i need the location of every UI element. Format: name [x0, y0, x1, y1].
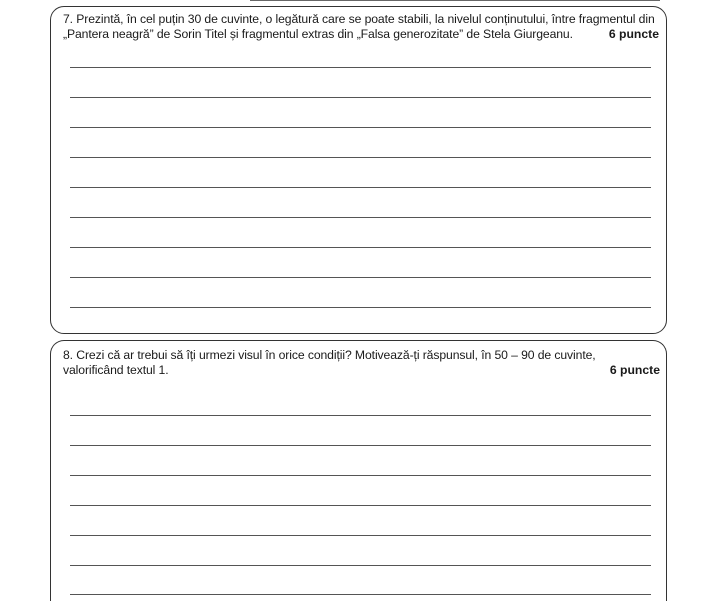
- question-7-text-line-2: „Pantera neagră” de Sorin Titel și fragmentul extras din „Falsa generozitate” de Stela Giurgeanu.: [63, 27, 573, 41]
- question-7-answer-line[interactable]: [70, 307, 651, 308]
- question-7-text-line-1: 7. Prezintă, în cel puțin 30 de cuvinte, o legătură care se poate stabili, la nivelul conținutului, între fragmentul din: [63, 12, 655, 26]
- question-7-answer-line[interactable]: [70, 97, 651, 98]
- question-8-answer-line[interactable]: [70, 594, 651, 595]
- question-8-text-line-2: valorificând textul 1.: [63, 363, 169, 377]
- question-8-text-line-1: 8. Crezi că ar trebui să îți urmezi visul în orice condiții? Motivează-ți răspunsul, în 50 – 90 de cuvinte,: [63, 348, 596, 362]
- question-7-answer-line[interactable]: [70, 127, 651, 128]
- question-8-answer-line[interactable]: [70, 475, 651, 476]
- question-7-answer-line[interactable]: [70, 187, 651, 188]
- question-7-box: [50, 6, 667, 334]
- question-8-answer-line[interactable]: [70, 565, 651, 566]
- question-7-points: 6 puncte: [608, 27, 659, 41]
- question-7-answer-line[interactable]: [70, 157, 651, 158]
- question-8-answer-line[interactable]: [70, 535, 651, 536]
- question-8-answer-line[interactable]: [70, 445, 651, 446]
- question-7-answer-line[interactable]: [70, 247, 651, 248]
- question-8-points: 6 puncte: [609, 363, 660, 377]
- question-7-answer-line[interactable]: [70, 67, 651, 68]
- question-8-box: [50, 340, 667, 601]
- question-8-answer-line[interactable]: [70, 415, 651, 416]
- question-8-answer-line[interactable]: [70, 505, 651, 506]
- question-7-answer-line[interactable]: [70, 217, 651, 218]
- page-top-rule: [250, 0, 660, 1]
- question-7-answer-line[interactable]: [70, 277, 651, 278]
